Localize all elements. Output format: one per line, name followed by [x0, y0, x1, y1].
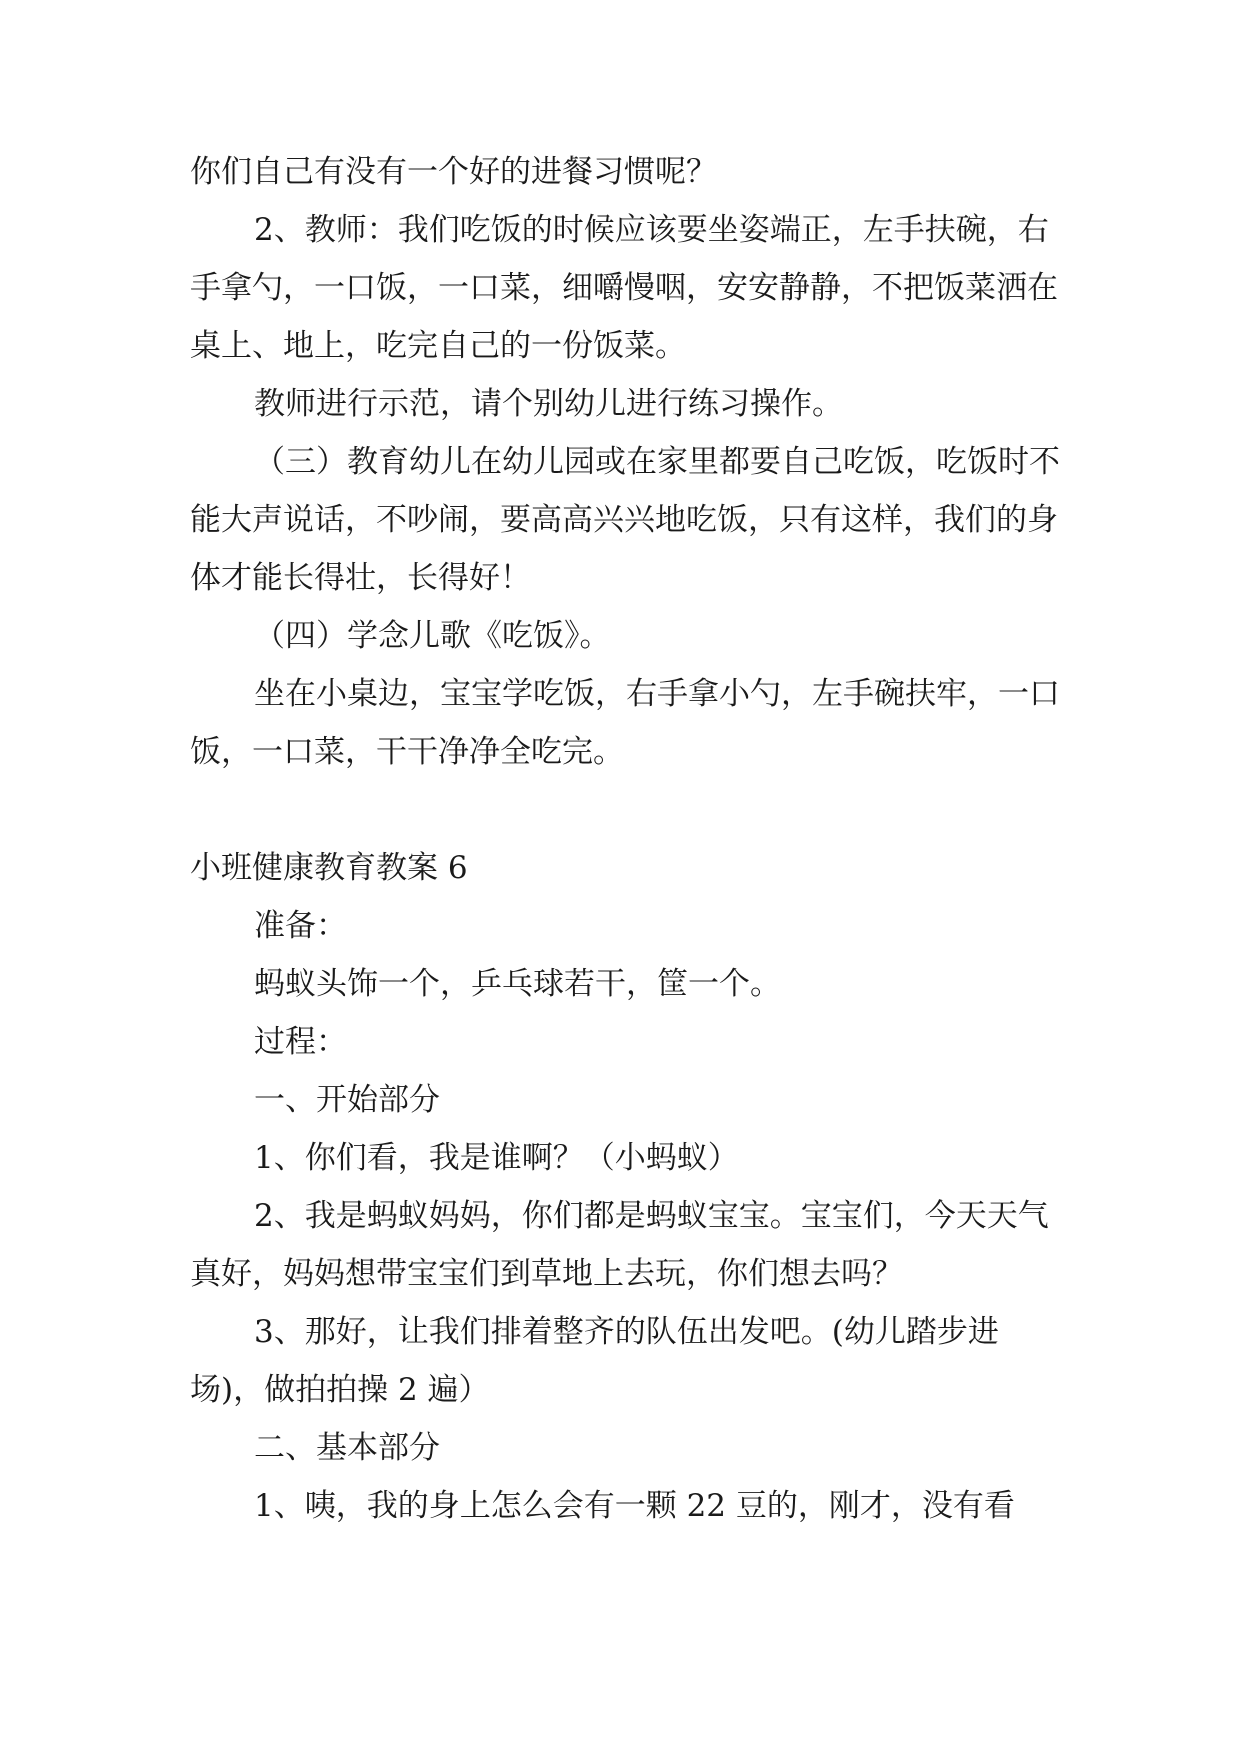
paragraph: 教师进行示范，请个别幼儿进行练习操作。 — [254, 386, 843, 422]
paragraph: （三）教育幼儿在幼儿园或在家里都要自己吃饭，吃饭时不能大声说话，不吵闹，要高高兴兴地吃饭，只有这样，我们的身体才能长得壮，长得好！ — [190, 444, 1060, 596]
document-body — [190, 143, 1060, 1535]
paragraph: 准备： — [254, 908, 347, 944]
paragraph: 二、基本部分 — [254, 1430, 440, 1466]
paragraph: 1、咦，我的身上怎么会有一颗 22 豆的，刚才，没有看 — [254, 1488, 1015, 1524]
paragraph: 坐在小桌边，宝宝学吃饭，右手拿小勺，左手碗扶牢，一口饭，一口菜，干干净净全吃完。 — [190, 676, 1060, 770]
paragraph: 1、你们看，我是谁啊？（小蚂蚁） — [254, 1140, 739, 1176]
paragraph: 2、我是蚂蚁妈妈，你们都是蚂蚁宝宝。宝宝们，今天天气真好，妈妈想带宝宝们到草地上去玩，你们想去吗？ — [190, 1198, 1049, 1292]
paragraph: 过程： — [254, 1024, 347, 1060]
paragraph: 一、开始部分 — [254, 1082, 440, 1118]
paragraph: 2、教师：我们吃饭的时候应该要坐姿端正，左手扶碗，右手拿勺，一口饭，一口菜，细嚼慢咽，安安静静，不把饭菜洒在桌上、地上，吃完自己的一份饭菜。 — [190, 212, 1058, 364]
paragraph: 3、那好，让我们排着整齐的队伍出发吧。(幼儿踏步进场)，做拍拍操 2 遍） — [190, 1314, 999, 1408]
section-spacer — [190, 781, 1060, 839]
paragraph: （四）学念儿歌《吃饭》。 — [254, 618, 611, 654]
section-title: 小班健康教育教案 6 — [190, 850, 468, 886]
paragraph: 你们自己有没有一个好的进餐习惯呢？ — [190, 154, 717, 190]
paragraph: 蚂蚁头饰一个，乒乓球若干，筐一个。 — [254, 966, 781, 1002]
